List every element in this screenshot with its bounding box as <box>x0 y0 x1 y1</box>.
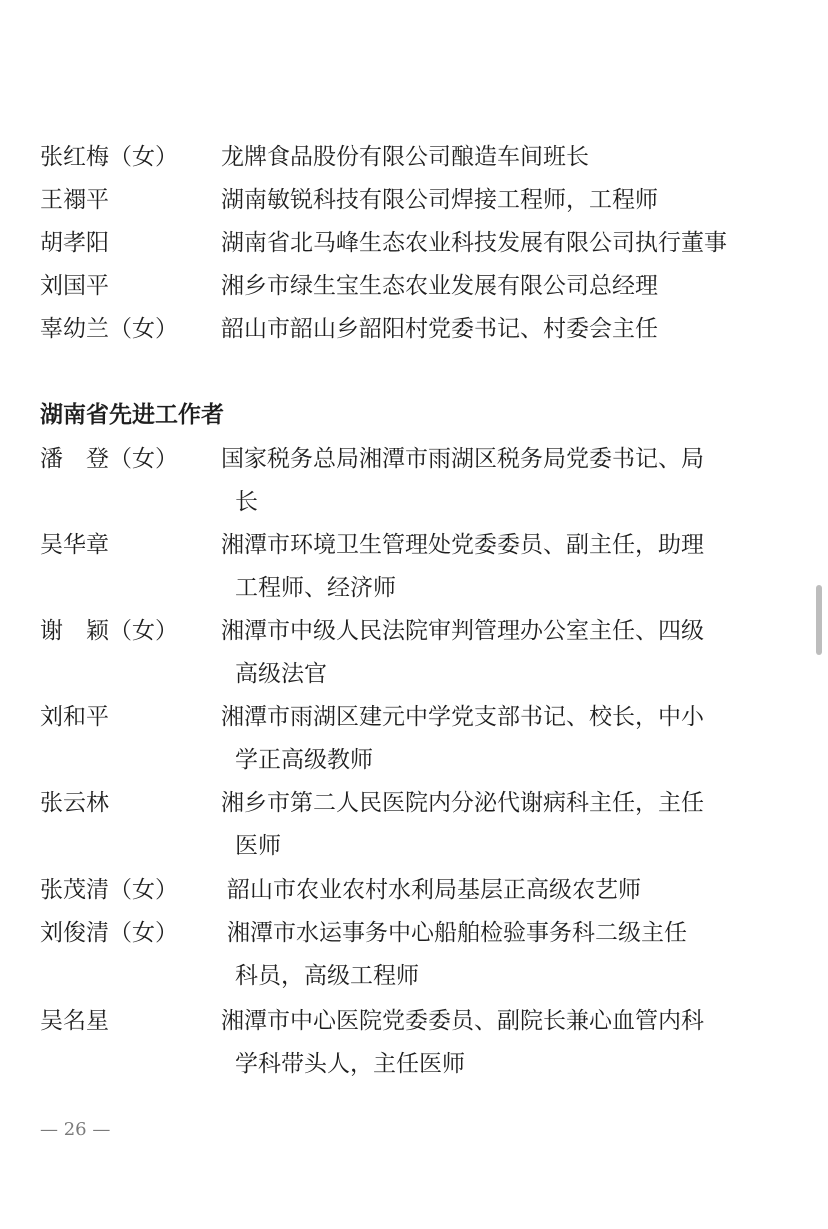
person-name: 胡孝阳 <box>40 230 109 256</box>
person-title: 湘潭市中级人民法院审判管理办公室主任、四级 高级法官 <box>221 618 704 687</box>
person-name: 王禤平 <box>40 187 109 213</box>
person-name: 辜幼兰（女） <box>40 316 178 342</box>
person-name: 刘和平 <box>40 704 109 730</box>
person-title: 湘潭市环境卫生管理处党委委员、副主任，助理 工程师、经济师 <box>221 532 704 601</box>
person-name: 张云林 <box>40 790 109 816</box>
page-number: — 26 — <box>40 1119 111 1140</box>
person-name: 张红梅（女） <box>40 144 178 170</box>
section-heading: 湖南省先进工作者 <box>40 402 224 428</box>
person-title: 国家税务总局湘潭市雨湖区税务局党委书记、局 长 <box>221 446 704 515</box>
person-name: 刘国平 <box>40 273 109 299</box>
person-title: 韶山市韶山乡韶阳村党委书记、村委会主任 <box>221 316 658 342</box>
person-name: 吴华章 <box>40 532 109 558</box>
person-name: 刘俊清（女） <box>40 920 178 946</box>
person-name: 张茂清（女） <box>40 877 178 903</box>
person-title: 龙牌食品股份有限公司酿造车间班长 <box>221 144 589 170</box>
person-title: 湘潭市水运事务中心船舶检验事务科二级主任 科员，高级工程师 <box>227 920 687 989</box>
person-name: 吴名星 <box>40 1008 109 1034</box>
person-title: 湖南省北马峰生态农业科技发展有限公司执行董事 <box>221 230 727 256</box>
scrollbar-thumb[interactable] <box>816 585 822 655</box>
person-title: 湘乡市第二人民医院内分泌代谢病科主任，主任 医师 <box>221 790 704 859</box>
person-name: 潘 登（女） <box>40 446 178 472</box>
person-title: 湘潭市中心医院党委委员、副院长兼心血管内科 学科带头人，主任医师 <box>221 1008 704 1077</box>
person-title: 湘乡市绿生宝生态农业发展有限公司总经理 <box>221 273 658 299</box>
person-title: 韶山市农业农村水利局基层正高级农艺师 <box>227 877 641 903</box>
person-name: 谢 颖（女） <box>40 618 178 644</box>
person-title: 湘潭市雨湖区建元中学党支部书记、校长，中小 学正高级教师 <box>221 704 704 773</box>
person-title: 湖南敏锐科技有限公司焊接工程师，工程师 <box>221 187 658 213</box>
